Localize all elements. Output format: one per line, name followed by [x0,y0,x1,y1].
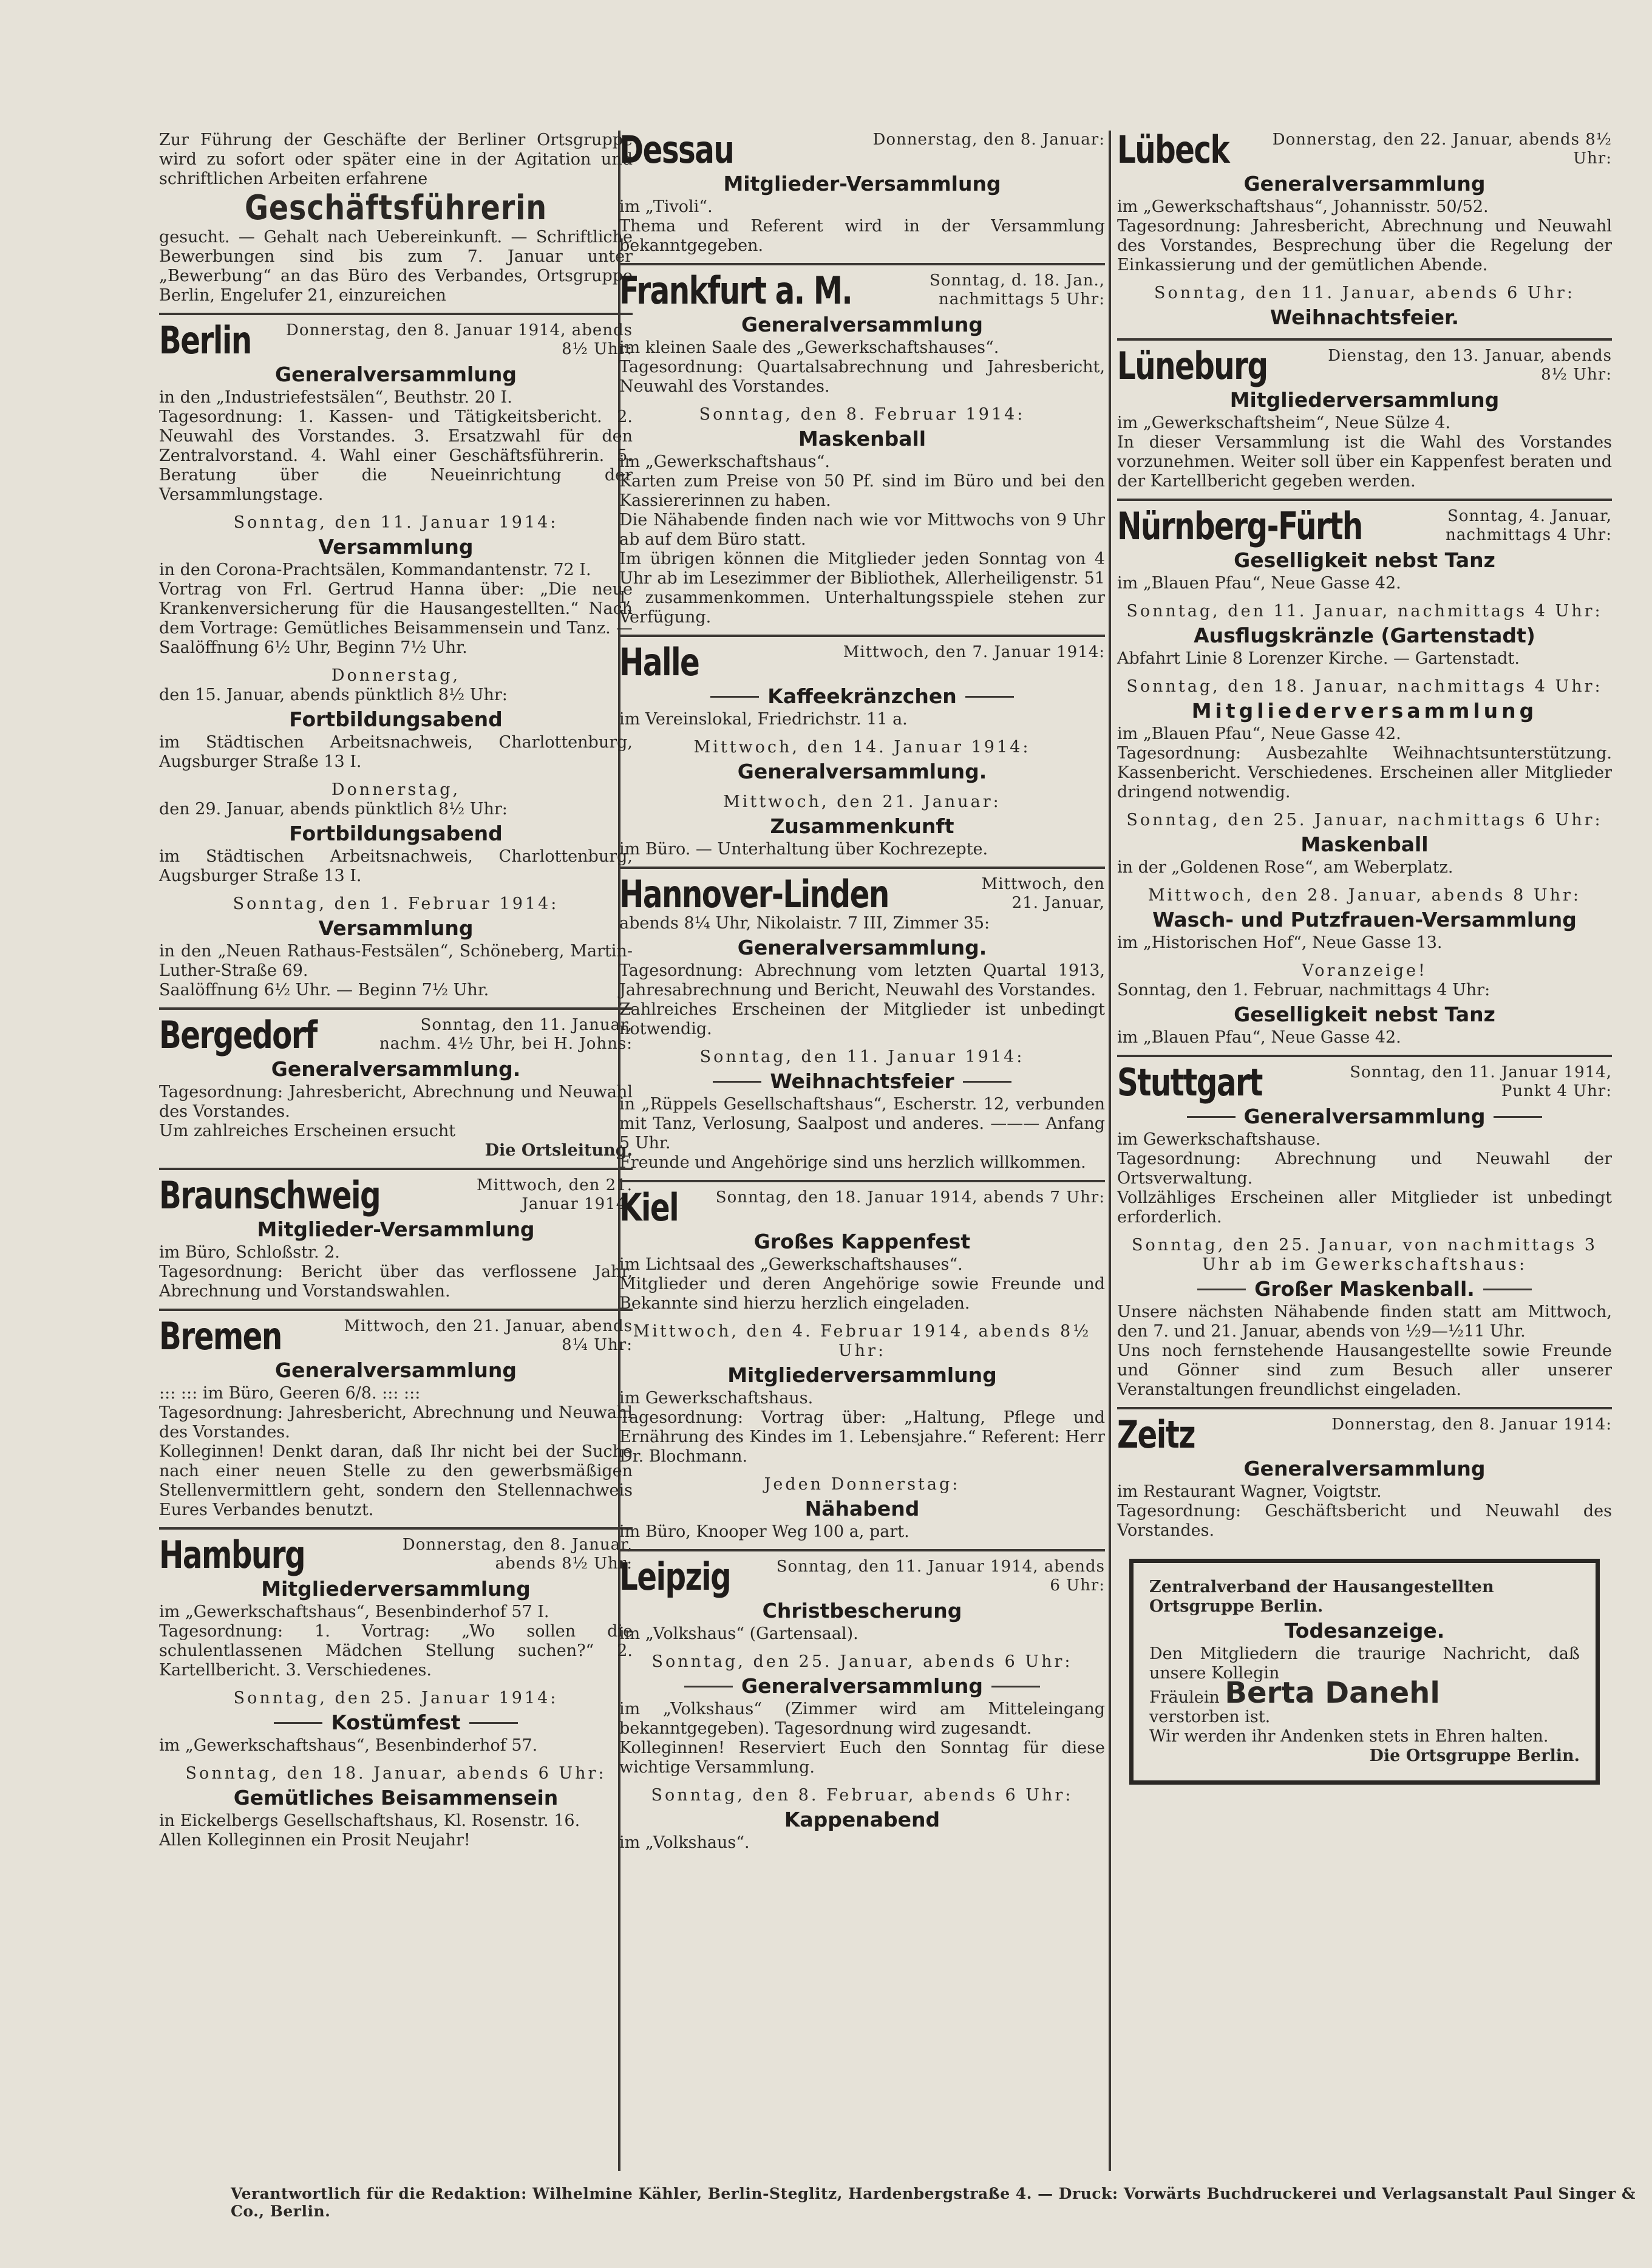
job-ad [159,124,633,315]
agenda: Tagesordnung: 1. Kassen- und Tätigkeitsbericht. 2. Neuwahl des Vorstandes. 3. Ersatzwahl für den Zentralvorstand. 4. Wahl einer Geschäftsführerin. 5. Beratung über die Neueinrichtung der Versammlungstage. [159,407,633,504]
city-name: Hannover-Linden [619,872,889,916]
signature: Die Ortsleitung. [484,1141,633,1160]
section-zeitz [1117,1409,1612,1792]
city-name: Lüneburg [1117,344,1268,388]
event-title: Kaffeekränzchen [619,684,1105,709]
place: in den „Industriefestsälen“, Beuthstr. 20 I. [159,388,512,407]
place: im Gewerkschaftshause. [1117,1130,1321,1149]
agenda: Tagesordnung: Ausbezahlte Weihnachtsunterstützung. Kassenbericht. Verschiedenes. Erscheinen aller Mitglieder dringend notwendig. [1117,744,1612,802]
date-line: Sonntag, den 18. Januar, abends 6 Uhr: [185,1764,607,1783]
date-line: Donnerstag, den 8. Januar 1914: [1331,1415,1612,1434]
event-title: Weihnachtsfeier [619,1069,1105,1094]
city-name: Berlin [159,318,251,363]
event-title: Generalversammlung [1117,1105,1612,1129]
city-name: Bremen [159,1314,282,1358]
date-line: Sonntag, den 11. Januar 1914: [233,513,559,532]
death-notice [1129,1559,1600,1785]
place: im „Gewerkschaftshaus“, Besenbinderhof 57. [159,1736,538,1755]
event-title: Christbescherung [762,1599,962,1623]
place: im „Gewerkschaftsheim“, Neue Sülze 4. [1117,414,1451,432]
note: Mitglieder und deren Angehörige sowie Freunde und Bekannte sind hierzu herzlich eingeladen. [619,1275,1105,1313]
event-title: Generalversammlung [741,313,983,336]
date-line: abends 8¼ Uhr, Nikolaistr. 7 III, Zimmer 35: [619,914,990,933]
deceased-name: Berta Danehl [1225,1676,1440,1710]
event-title: Generalversammlung [1243,172,1486,196]
agenda: Tagesordnung: Geschäftsbericht und Neuwahl des Vorstandes. [1117,1502,1612,1540]
place: im „Blauen Pfau“, Neue Gasse 42. [1117,1028,1401,1047]
date-line: Donnerstag, den 8. Januar, abends 8½ Uhr: [402,1536,633,1573]
note: Vortrag von Frl. Gertrud Hanna über: „Die neue Krankenversicherung für die Hausangestellten.“ Nach dem Vortrage: Gemütliches Beisammensein und Tanz. — Saalöffnung 6½ Uhr, Beginn 7½ Uhr. [159,580,633,657]
event-title: Generalversammlung. [271,1057,521,1081]
date-line: Jeden Donnerstag: [764,1475,960,1494]
city-name: Bergedorf [159,1013,317,1057]
death-notice-text: verstorben ist. [1149,1708,1271,1726]
place: im „Gewerkschaftshaus“, Johannisstr. 50/52. [1117,197,1489,216]
date-line: Donnerstag, [331,666,461,685]
death-notice-text: Wir werden ihr Andenken stets in Ehren halten. [1149,1727,1549,1746]
job-ad-text: Zur Führung der Geschäfte der Berliner Ortsgruppe wird zu sofort oder später eine in der Agitation und schriftlichen Arbeiten erfahrene [159,131,633,188]
place: in den Corona-Prachtsälen, Kommandantenstr. 72 I. [159,560,591,579]
place: Abfahrt Linie 8 Lorenzer Kirche. — Gartenstadt. [1117,649,1520,668]
event-title: Gemütliches Beisammensein [233,1786,559,1810]
date-line: Sonntag, den 25. Januar 1914: [233,1689,559,1708]
death-notice-prefix: Fräulein [1149,1688,1220,1707]
section-bremen [159,1311,633,1530]
agenda: Tagesordnung: Vortrag über: „Haltung, Pflege und Ernährung des Kindes im 1. Lebensjahre.“ Referent: Herr Dr. Blochmann. [619,1408,1105,1466]
place: im „Blauen Pfau“, Neue Gasse 42. [1117,574,1401,593]
date-line: Mittwoch, den 28. Januar, abends 8 Uhr: [1147,886,1582,905]
section-stuttgart [1117,1057,1612,1409]
section-luebeck [1117,124,1612,341]
note: Uns noch fernstehende Hausangestellte sowie Freunde und Gönner sind zum Besuch aller unserer Veranstaltungen freundlichst eingeladen. [1117,1341,1612,1399]
date-line: Donnerstag, den 8. Januar 1914, abends 8½ Uhr: [286,321,633,358]
place: im „Volkshaus“ (Gartensaal). [619,1624,858,1643]
event-title: Kostümfest [159,1711,633,1735]
event-title: Generalversammlung. [737,936,987,959]
event-title: Großer Maskenball. [1117,1277,1612,1301]
date-line: Mittwoch, den 7. Januar 1914: [843,643,1105,661]
date-line: Sonntag, den 8. Februar, abends 6 Uhr: [651,1786,1073,1805]
death-notice-text: Den Mitgliedern die traurige Nachricht, daß unsere Kollegin [1149,1644,1580,1683]
event-title: Generalversammlung [619,1674,1105,1698]
section-hannover-linden [619,869,1105,1182]
note: Im übrigen können die Mitglieder jeden Sonntag von 4 Uhr ab im Lesezimmer der Bibliothek, Allerheiligenstr. 51 I, zusammenkommen. Unterhaltungsspiele stehen zur Verfügung. [619,550,1105,627]
death-notice-org: Zentralverband der Hausangestellten [1149,1578,1494,1596]
event-title: Mitgliederversammlung [1191,699,1538,723]
event-title: Geselligkeit nebst Tanz [1234,1003,1495,1026]
agenda: Tagesordnung: Abrechnung vom letzten Quartal 1913, Jahresabrechnung und Bericht, Neuwahl des Vorstandes. [619,961,1105,999]
date-line: Sonntag, d. 18. Jan., nachmittags 5 Uhr: [929,271,1105,308]
agenda: Tagesordnung: Jahresbericht, Abrechnung und Neuwahl des Vorstandes, Besprechung über die Regelung der Einkassierung und der gemütlichen Abende. [1117,217,1612,274]
city-name: Lübeck [1117,128,1229,172]
agenda: Tagesordnung: Jahresbericht, Abrechnung und Neuwahl des Vorstandes. [159,1083,633,1121]
place: im Büro. — Unterhaltung über Kochrezepte. [619,840,988,859]
note: Kolleginnen! Denkt daran, daß Ihr nicht bei der Suche nach einer neuen Stelle zu den gewerbsmäßigen Stellenvermittlern geht, sondern den Stellennachweis Eures Verbandes benutzt. [159,1442,633,1519]
column-1 [159,124,633,1858]
event-title: Großes Kappenfest [753,1230,971,1253]
event-title: Generalversammlung. [737,760,987,783]
section-kiel [619,1182,1105,1551]
event-title: Mitgliederversammlung [1229,388,1500,412]
section-nuernberg-fuerth [1117,501,1612,1057]
date-line: Donnerstag, den 8. Januar: [872,131,1105,149]
event-title: Geselligkeit nebst Tanz [1234,548,1495,572]
place: ::: ::: im Büro, Geeren 6/8. ::: ::: [159,1384,421,1403]
place: im Vereinslokal, Friedrichstr. 11 a. [619,710,908,729]
note: Zahlreiches Erscheinen der Mitglieder ist unbedingt notwendig. [619,1000,1105,1038]
date-line: Sonntag, den 25. Januar, abends 6 Uhr: [651,1652,1073,1671]
event-title: Generalversammlung [275,1358,517,1382]
city-name: Frankfurt a. M. [619,268,852,313]
event-title: Generalversammlung [275,363,517,386]
note: Kolleginnen! Reserviert Euch den Sonntag für diese wichtige Versammlung. [619,1738,1105,1777]
agenda: Tagesordnung: Bericht über das verflossene Jahr, Abrechnung und Vorstandswahlen. [159,1262,633,1301]
death-notice-signature: Die Ortsgruppe Berlin. [1369,1746,1580,1765]
section-braunschweig [159,1170,633,1311]
place: im „Historischen Hof“, Neue Gasse 13. [1117,933,1443,952]
pre-announcement: Voranzeige! [1302,961,1427,980]
place: im „Blauen Pfau“, Neue Gasse 42. [1117,724,1401,743]
section-bergedorf [159,1010,633,1170]
place: im „Gewerkschaftshaus“, Besenbinderhof 57 I. [159,1602,549,1621]
city-name: Nürnberg-Fürth [1117,504,1362,548]
note: In dieser Versammlung ist die Wahl des Vorstandes vorzunehmen. Weiter soll über ein Kappenfest beraten und der Kartellbericht gegeben werden. [1117,433,1612,491]
column-2 [619,124,1105,1860]
date-line: Mittwoch, den 21. Januar, [981,875,1105,912]
city-name: Dessau [619,128,734,172]
date-line: Mittwoch, den 21. Januar, abends 8¼ Uhr: [344,1317,633,1354]
city-name: Braunschweig [159,1173,381,1217]
event-title: Maskenball [798,427,926,451]
city-name: Hamburg [159,1533,305,1577]
city-name: Halle [619,640,699,684]
event-title: Fortbildungsabend [289,707,503,731]
column-rule-2 [1109,131,1111,2171]
date-line: den 15. Januar, abends pünktlich 8½ Uhr: [159,686,508,704]
date-line: den 29. Januar, abends pünktlich 8½ Uhr: [159,800,508,819]
date-line: Mittwoch, den 14. Januar 1914: [693,738,1031,757]
date-line: Sonntag, den 25. Januar, von nachmittags 3 Uhr ab im Gewerkschaftshaus: [1132,1236,1597,1274]
event-title: Weihnachtsfeier. [1270,305,1460,329]
date-line: Sonntag, den 11. Januar, nachm. 4½ Uhr, bei H. Johns: [379,1016,633,1053]
event-title: Fortbildungsabend [289,822,503,845]
place: in der „Goldenen Rose“, am Weberplatz. [1117,858,1453,877]
event-title: Ausflugskränzle (Gartenstadt) [1194,624,1535,647]
date-line: Mittwoch, den 21. Januar 1914: [477,1176,633,1213]
event-title: Maskenball [1300,833,1429,856]
place: in „Rüppels Gesellschaftshaus“, Escherstr. 12, verbunden mit Tanz, Verlosung, Saalpost und anderes. ——— Anfang 5 Uhr. [619,1095,1105,1153]
place: im „Tivoli“. [619,197,713,216]
city-name: Zeitz [1117,1412,1195,1457]
column-3 [1117,124,1612,1792]
section-berlin [159,315,633,1010]
event-title: Zusammenkunft [770,814,954,838]
note: Allen Kolleginnen ein Prosit Neujahr! [159,1831,471,1850]
date-line: Sonntag, den 18. Januar, nachmittags 4 Uhr: [1126,677,1603,696]
date-line: Sonntag, den 1. Februar, nachmittags 4 Uhr: [1117,981,1491,999]
event-title: Nähabend [804,1497,920,1521]
place: im „Gewerkschaftshaus“. [619,452,830,471]
place: in den „Neuen Rathaus-Festsälen“, Schöneberg, Martin-Luther-Straße 69. [159,942,633,980]
death-notice-title: Todesanzeige. [1284,1619,1445,1643]
event-title: Mitglieder-Versammlung [257,1217,535,1241]
event-title: Kappenabend [784,1808,940,1831]
date-line: Mittwoch, den 4. Februar 1914, abends 8½ Uhr: [633,1322,1092,1360]
section-halle [619,637,1105,869]
date-line: Dienstag, den 13. Januar, abends 8½ Uhr: [1328,347,1612,384]
place: im Büro, Knooper Weg 100 a, part. [619,1522,909,1541]
note: Karten zum Preise von 50 Pf. sind im Büro und bei den Kassiererinnen zu haben. [619,472,1105,510]
agenda: Tagesordnung: Abrechnung und Neuwahl der Ortsverwaltung. [1117,1149,1612,1188]
event-title: Generalversammlung [1243,1457,1486,1480]
place: im Städtischen Arbeitsnachweis, Charlottenburg, Augsburger Straße 13 I. [159,847,633,885]
city-name: Kiel [619,1185,679,1230]
date-line: Sonntag, den 8. Februar 1914: [699,405,1025,424]
note: Vollzähliges Erscheinen aller Mitglieder ist unbedingt erforderlich. [1117,1188,1612,1227]
date-line: Mittwoch, den 21. Januar: [723,792,1001,811]
note: Saalöffnung 6½ Uhr. — Beginn 7½ Uhr. [159,981,489,999]
note: Freunde und Angehörige sind uns herzlich willkommen. [619,1153,1086,1172]
place: im Lichtsaal des „Gewerkschaftshauses“. [619,1255,963,1274]
event-title: Mitglieder-Versammlung [723,172,1001,196]
section-dessau [619,124,1105,265]
section-hamburg [159,1530,633,1858]
city-name: Stuttgart [1117,1060,1262,1105]
date-line: Sonntag, den 11. Januar 1914, abends 6 Uhr: [776,1558,1105,1595]
date-line: Sonntag, den 11. Januar 1914: [699,1047,1025,1066]
date-line: Sonntag, den 18. Januar 1914, abends 7 Uhr: [715,1188,1105,1207]
event-title: Mitgliederversammlung [261,1577,531,1601]
note: Um zahlreiches Erscheinen ersucht [159,1122,456,1140]
place: im kleinen Saale des „Gewerkschaftshauses“. [619,338,999,357]
agenda: Tagesordnung: Quartalsabrechnung und Jahresbericht, Neuwahl des Vorstandes. [619,358,1105,396]
job-ad-heading: Geschäftsführerin [244,188,548,228]
place: im Gewerkschaftshaus. [619,1389,814,1408]
event-title: Versammlung [318,535,474,559]
event-title: Mitgliederversammlung [727,1363,997,1387]
imprint-footer: Verantwortlich für die Redaktion: Wilhelmine Kähler, Berlin-Steglitz, Hardenbergstraße 4. — Druck: Vorwärts Buchdruckerei und Verlagsanstalt Paul Singer & Co., Berlin. [231,2185,1636,2220]
section-lueneburg [1117,341,1612,501]
place: in Eickelbergs Gesellschaftshaus, Kl. Rosenstr. 16. [159,1811,580,1830]
place: im „Volkshaus“. [619,1833,750,1852]
date-line: Sonntag, 4. Januar, nachmittags 4 Uhr: [1446,507,1612,544]
date-line: Sonntag, den 25. Januar, nachmittags 6 Uhr: [1126,811,1603,829]
place: im Restaurant Wagner, Voigtstr. [1117,1482,1382,1501]
agenda: Tagesordnung: Jahresbericht, Abrechnung und Neuwahl des Vorstandes. [159,1403,633,1442]
section-frankfurt [619,265,1105,637]
place: im Städtischen Arbeitsnachweis, Charlottenburg, Augsburger Straße 13 I. [159,733,633,771]
date-line: Sonntag, den 11. Januar, nachmittags 4 Uhr: [1126,602,1603,621]
job-ad-text-2: gesucht. — Gehalt nach Uebereinkunft. — Schriftliche Bewerbungen sind bis zum 7. Januar unter „Bewerbung“ an das Büro des Verbandes, Ortsgruppe Berlin, Engelufer 21, einzureichen [159,228,633,305]
place: im Büro, Schloßstr. 2. [159,1243,340,1262]
date-line: Sonntag, den 11. Januar 1914, Punkt 4 Uhr: [1350,1063,1612,1100]
city-name: Leipzig [619,1555,731,1599]
death-notice-group: Ortsgruppe Berlin. [1149,1597,1324,1616]
note: Unsere nächsten Nähabende finden statt am Mittwoch, den 7. und 21. Januar, abends von ½9—½11 Uhr. [1117,1303,1612,1341]
note: Die Nähabende finden nach wie vor Mittwochs von 9 Uhr ab auf dem Büro statt. [619,511,1105,549]
date-line: Donnerstag, [331,780,461,799]
date-line: Sonntag, den 1. Februar 1914: [233,894,559,913]
place: im „Volkshaus“ (Zimmer wird am Mitteleingang bekanntgegeben). Tagesordnung wird zugesandt. [619,1700,1105,1738]
event-title: Versammlung [318,916,474,940]
event-title: Wasch- und Putzfrauen-Versammlung [1152,908,1577,931]
agenda: Tagesordnung: 1. Vortrag: „Wo sollen die schulentlassenen Mädchen Stellung suchen?“ 2. Kartellbericht. 3. Verschiedenes. [159,1622,633,1680]
section-leipzig [619,1551,1105,1860]
note: Thema und Referent wird in der Versammlung bekanntgegeben. [619,217,1105,255]
date-line: Sonntag, den 11. Januar, abends 6 Uhr: [1154,284,1575,302]
date-line: Donnerstag, den 22. Januar, abends 8½ Uhr: [1272,131,1612,168]
